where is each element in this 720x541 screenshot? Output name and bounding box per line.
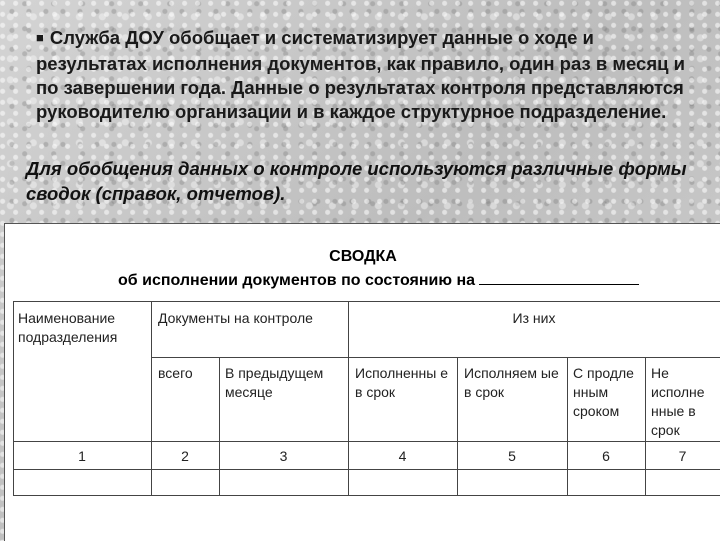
header-department: Наименование подразделения: [18, 310, 118, 345]
header-being-executed-on-time: Исполняем ые в срок: [464, 365, 559, 400]
header-docs-on-control: Документы на контроле: [158, 310, 313, 326]
header-of-them: Из них: [512, 310, 556, 326]
header-prev-month: В предыдущем месяце: [225, 365, 324, 400]
header-extended: С продле нным сроком: [573, 365, 634, 419]
column-number-2: 2: [181, 448, 189, 464]
column-number-5: 5: [508, 448, 516, 464]
table-bottom-border: [13, 495, 720, 496]
column-number-4: 4: [398, 448, 407, 464]
col-divider-6: [645, 357, 646, 495]
column-number-6: 6: [602, 448, 610, 464]
column-number-7: 7: [678, 448, 687, 464]
column-number-3: 3: [279, 448, 288, 464]
col-divider-3: [348, 357, 349, 495]
report-subtitle-text: об исполнении документов по состоянию на: [118, 272, 476, 289]
report-form: [4, 223, 720, 541]
col-divider-2: [219, 357, 220, 495]
table-top-border: [13, 301, 720, 302]
table-header-divider: [151, 357, 720, 358]
column-number-1: 1: [78, 448, 86, 464]
intro-text: Служба ДОУ обобщает и систематизирует данные о ходе и результатах исполнения документов, как правило, один раз в месяц и по завершении года. Данные о результатах контроля представляются руководителю организации и в каждое структурное подразделение.: [36, 27, 686, 122]
report-title: СВОДКА: [329, 248, 397, 265]
header-executed-on-time: Исполненны е в срок: [355, 365, 449, 400]
table-numbers-bottom: [13, 469, 720, 470]
bullet-icon: ■: [36, 30, 44, 45]
report-subtitle: [118, 270, 718, 290]
header-total: всего: [158, 365, 193, 381]
intro-paragraph: [36, 26, 706, 124]
header-not-executed-on-time: Не исполне нные в срок: [651, 365, 705, 438]
date-blank: [479, 270, 639, 285]
col-divider-4: [457, 357, 458, 495]
table-header-bottom: [13, 441, 720, 442]
col-divider-5: [567, 357, 568, 495]
note-paragraph: Для обобщения данных о контроле используются различные формы сводок (справок, отчетов).: [26, 158, 687, 204]
